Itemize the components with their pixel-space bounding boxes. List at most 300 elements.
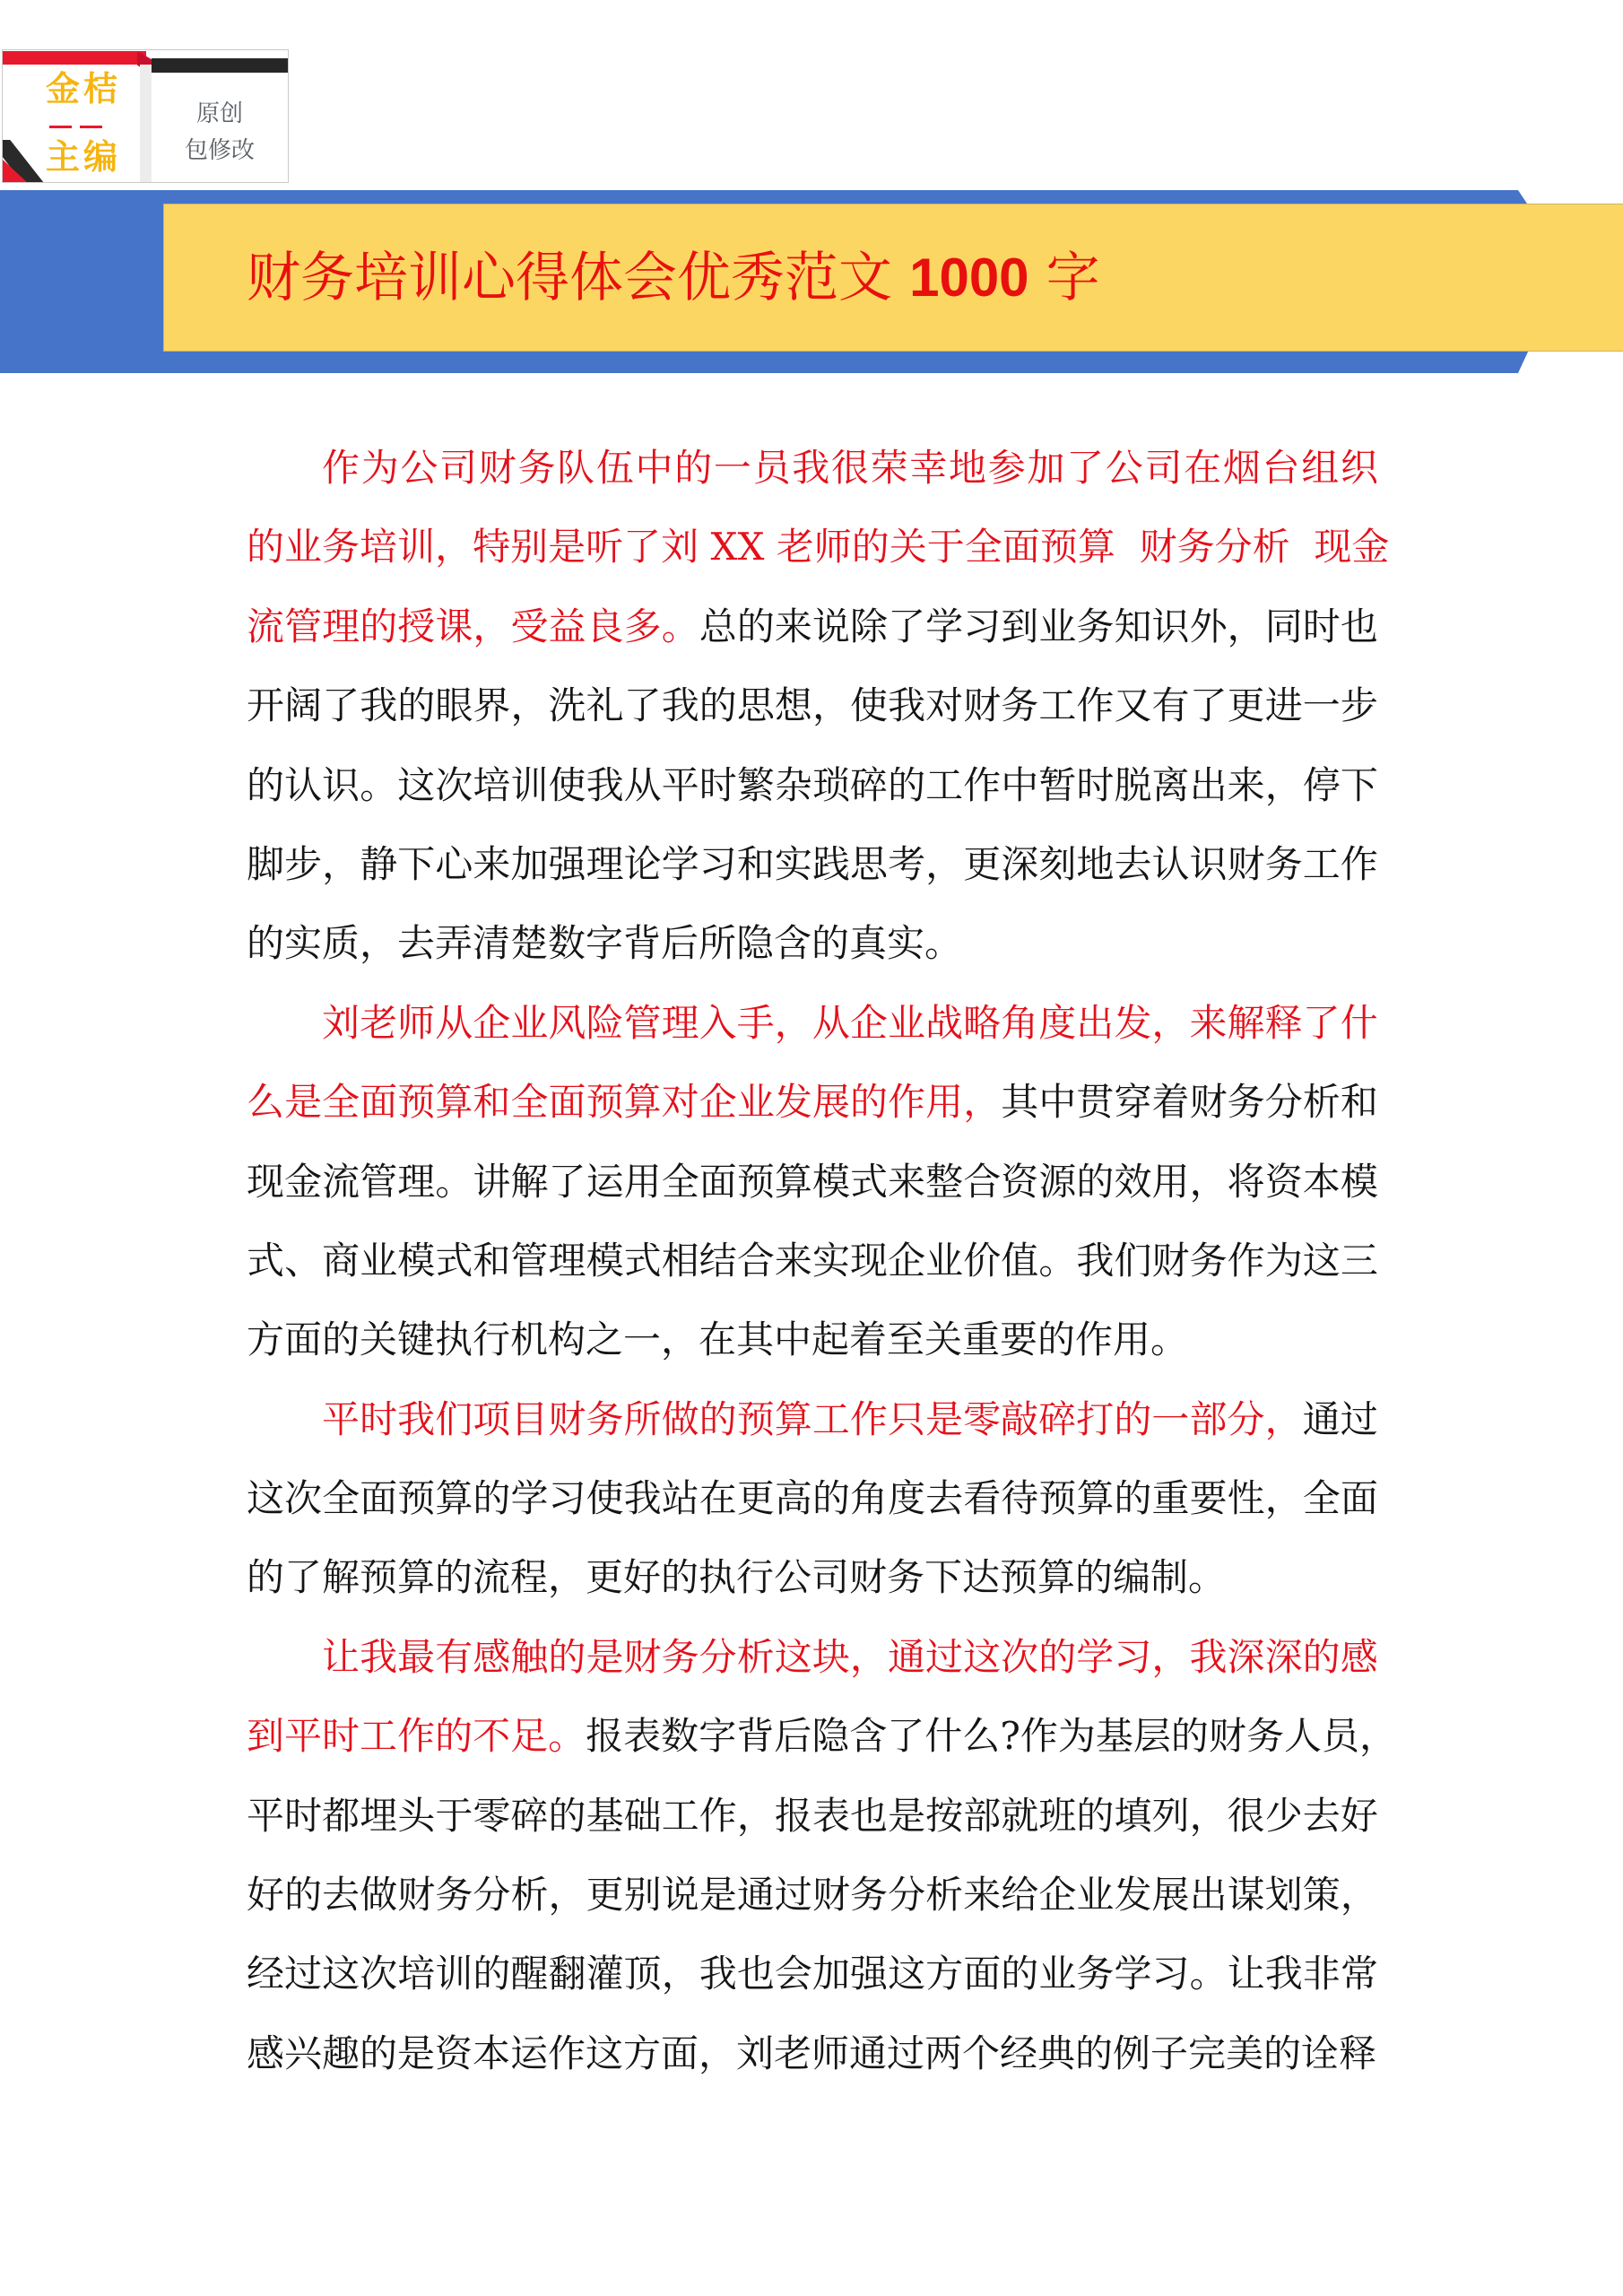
body-glyph: ，	[548, 1873, 586, 1918]
highlighted-glyph: 全	[510, 1080, 549, 1125]
body-glyph: 的	[247, 762, 285, 807]
body-glyph: 面	[699, 1159, 737, 1204]
body-glyph: 中	[1038, 1080, 1077, 1125]
highlighted-glyph: 我	[1189, 1634, 1228, 1679]
highlighted-glyph: 作	[849, 1396, 888, 1441]
highlighted-glyph: 在	[1184, 446, 1222, 490]
body-glyph: 的	[1076, 1159, 1115, 1204]
highlighted-glyph: 的	[360, 604, 398, 648]
highlighted-glyph: 解	[1227, 1000, 1265, 1045]
highlighted-glyph: 时	[360, 1396, 398, 1441]
body-glyph: 灌	[586, 1952, 624, 1996]
body-glyph: 同	[1264, 604, 1303, 648]
highlighted-glyph: 理	[322, 604, 360, 648]
highlighted-glyph	[1302, 524, 1314, 603]
highlighted-glyph: 流	[247, 604, 285, 648]
body-glyph: 模	[812, 1159, 850, 1204]
highlighted-glyph: 现	[1314, 525, 1352, 570]
highlighted-glyph: 业	[887, 1000, 925, 1045]
body-glyph: 按	[925, 1793, 964, 1838]
highlighted-glyph: 了	[1066, 446, 1105, 490]
body-glyph: 我	[623, 1476, 662, 1521]
highlighted-glyph: 司	[439, 446, 478, 490]
body-glyph: 埋	[360, 1793, 398, 1838]
body-glyph: 模	[397, 1238, 436, 1283]
body-glyph: 对	[925, 683, 964, 728]
highlighted-glyph: 算	[435, 1080, 473, 1125]
body-glyph: 么	[962, 1714, 1001, 1759]
highlighted-glyph: 目	[510, 1396, 549, 1441]
body-glyph: 深	[1001, 841, 1039, 886]
body-glyph: 又	[1114, 683, 1152, 728]
text-line	[247, 604, 1378, 683]
body-glyph: 会	[774, 1952, 812, 1996]
body-glyph: 识	[1151, 604, 1190, 648]
body-glyph: 总	[699, 604, 737, 648]
body-glyph: 去	[1114, 841, 1152, 886]
body-glyph: 我	[699, 1952, 737, 1996]
highlighted-glyph: 角	[1001, 1000, 1039, 1045]
body-glyph: 训	[510, 762, 549, 807]
body-glyph: 发	[1114, 1873, 1152, 1918]
body-glyph: 的	[473, 1952, 511, 1996]
body-glyph: 了	[887, 1714, 925, 1759]
body-glyph: 出	[1189, 762, 1228, 807]
body-glyph: 分	[1264, 1080, 1303, 1125]
body-glyph: ，	[812, 683, 850, 728]
body-glyph: 做	[360, 1873, 398, 1918]
body-glyph: 认	[1151, 841, 1190, 886]
highlighted-glyph: 的	[247, 525, 285, 570]
body-glyph: 出	[1189, 1873, 1228, 1918]
body-glyph: 这	[1302, 1238, 1341, 1283]
body-glyph: 算	[435, 1476, 473, 1521]
body-glyph: 从	[623, 762, 662, 807]
highlighted-glyph: 出	[1076, 1000, 1115, 1045]
body-glyph: 资	[1264, 1159, 1303, 1204]
highlighted-glyph: 我	[792, 446, 830, 490]
body-glyph: 基	[1095, 1714, 1133, 1759]
body-glyph: 管	[510, 1238, 549, 1283]
body-glyph: 来	[473, 841, 511, 886]
body-glyph: 看	[963, 1476, 1002, 1521]
highlighted-glyph: 分	[1214, 525, 1253, 570]
body-glyph: 表	[812, 1793, 850, 1838]
body-glyph: ，	[1189, 1793, 1228, 1838]
paragraph	[247, 1634, 1397, 2109]
body-glyph: 步	[284, 841, 323, 886]
text-line	[247, 1951, 1378, 2030]
body-glyph: ，	[1340, 1873, 1378, 1918]
body-glyph: 展	[1151, 1873, 1190, 1918]
body-glyph: 的	[1170, 1714, 1209, 1759]
body-glyph: 我	[888, 683, 926, 728]
body-glyph: 开	[247, 683, 285, 728]
body-glyph: 合	[963, 1159, 1002, 1204]
body-glyph: ，	[925, 841, 964, 886]
body-glyph: ，	[1264, 762, 1303, 807]
body-glyph: 全	[661, 1159, 699, 1204]
highlighted-glyph: 业	[284, 525, 323, 570]
highlighted-glyph: 师	[813, 525, 852, 570]
body-glyph: 的	[1001, 1952, 1039, 1996]
body-glyph: 式	[247, 1238, 285, 1283]
body-glyph: 是	[888, 1793, 926, 1838]
body-glyph: 财	[963, 683, 1002, 728]
highlighted-glyph: 公	[400, 446, 438, 490]
highlighted-glyph: 财	[623, 1634, 662, 1679]
body-glyph: 我	[360, 683, 398, 728]
highlighted-glyph: 从	[812, 1000, 850, 1045]
highlighted-glyph: 台	[1262, 446, 1300, 490]
logo-dash-right	[80, 126, 102, 128]
body-glyph: 划	[1264, 1873, 1303, 1918]
body-glyph: 谋	[1227, 1873, 1265, 1918]
body-glyph: 使	[850, 683, 889, 728]
highlighted-glyph: 加	[1027, 446, 1065, 490]
body-glyph: 作	[1227, 1238, 1265, 1283]
highlighted-glyph: 面	[360, 1080, 398, 1125]
highlighted-glyph: 预	[736, 1396, 775, 1441]
body-glyph: 为	[1264, 1238, 1303, 1283]
body-glyph: 了	[1189, 683, 1228, 728]
highlighted-glyph: 财	[1139, 525, 1177, 570]
body-glyph: 学	[1114, 1952, 1152, 1996]
body-glyph: 除	[850, 604, 889, 648]
body-glyph: 步	[1340, 683, 1378, 728]
highlighted-glyph: 是	[586, 1634, 624, 1679]
highlighted-glyph: 于	[926, 525, 965, 570]
body-glyph: 进	[1264, 683, 1303, 728]
highlighted-glyph: 析	[736, 1634, 775, 1679]
body-glyph: 去	[925, 1476, 964, 1521]
highlighted-glyph: 项	[473, 1396, 511, 1441]
body-glyph: 员	[1321, 1714, 1359, 1759]
body-glyph: 来	[1227, 762, 1265, 807]
highlighted-glyph: 企	[849, 1000, 888, 1045]
body-glyph: 理	[548, 1238, 586, 1283]
body-glyph: 学	[661, 841, 699, 886]
highlighted-glyph: 从	[435, 1000, 473, 1045]
body-glyph: 的	[1076, 1793, 1115, 1838]
body-glyph: 作	[699, 1793, 737, 1838]
body-glyph: 更	[586, 1873, 624, 1918]
highlighted-glyph: 财	[548, 1396, 586, 1441]
body-glyph: 通	[1302, 1396, 1341, 1441]
highlighted-glyph: 不	[473, 1714, 511, 1759]
highlighted-glyph: 部	[1189, 1396, 1228, 1441]
body-glyph: 这	[888, 1952, 926, 1996]
text-line	[247, 1317, 1378, 1396]
highlighted-glyph: 算	[1077, 525, 1115, 570]
title-text: 财务培训心得体会优秀范文	[247, 247, 892, 309]
body-glyph: 阔	[284, 683, 323, 728]
body-glyph: 通	[736, 1873, 775, 1918]
body-glyph: 过	[1340, 1396, 1378, 1441]
highlighted-glyph: 培	[360, 525, 398, 570]
highlighted-glyph: 良	[586, 604, 624, 648]
highlighted-glyph: 理	[661, 1000, 699, 1045]
highlighted-glyph: 学	[1076, 1634, 1115, 1679]
body-glyph: 业	[1038, 1952, 1077, 1996]
highlighted-glyph: 块	[812, 1634, 850, 1679]
text-line	[247, 1634, 1378, 1713]
highlighted-glyph: 。	[548, 1714, 586, 1759]
highlighted-glyph: 发	[1114, 1000, 1152, 1045]
body-glyph: 模	[586, 1238, 624, 1283]
logo-divider-strip	[140, 65, 152, 183]
body-glyph: 好	[247, 1873, 285, 1918]
body-glyph: 想	[774, 683, 812, 728]
body-glyph: 别	[623, 1873, 662, 1918]
body-glyph: 数	[661, 1714, 699, 1759]
body-glyph: 脚	[247, 841, 285, 886]
highlighted-glyph: 的	[1114, 1396, 1152, 1441]
highlighted-glyph: 所	[623, 1396, 662, 1441]
highlighted-glyph: 这	[963, 1634, 1002, 1679]
highlighted-glyph: 么	[247, 1080, 285, 1125]
body-glyph: 学	[510, 1476, 549, 1521]
body-glyph: 字	[699, 1714, 737, 1759]
body-glyph: 识	[322, 762, 360, 807]
body-glyph: 。	[360, 762, 398, 807]
text-line	[247, 762, 1378, 841]
body-glyph: 价	[963, 1238, 1002, 1283]
body-glyph: 也	[736, 1952, 775, 1996]
body-glyph: 式	[435, 1238, 473, 1283]
body-glyph: ，	[1227, 604, 1265, 648]
body-glyph: 源	[1038, 1159, 1077, 1204]
body-glyph: 这	[322, 1952, 360, 1996]
highlighted-glyph: 面	[1002, 525, 1040, 570]
text-line	[247, 1872, 1378, 1951]
body-glyph: 这	[247, 1476, 285, 1521]
highlighted-glyph: 业	[736, 1080, 775, 1125]
logo-red-stripe	[3, 51, 146, 65]
body-glyph: 培	[473, 762, 511, 807]
highlighted-glyph: 很	[830, 446, 869, 490]
highlighted-glyph: 时	[322, 1714, 360, 1759]
body-glyph: 结	[699, 1238, 737, 1283]
body-glyph: 务	[435, 1873, 473, 1918]
highlighted-glyph: 和	[473, 1080, 511, 1125]
highlighted-glyph: 习	[1114, 1634, 1152, 1679]
text-line	[247, 1000, 1378, 1079]
body-glyph: 作	[963, 762, 1002, 807]
paragraph	[247, 445, 1390, 1000]
body-glyph: 预	[1038, 1476, 1077, 1521]
body-glyph: 务	[1245, 1714, 1284, 1759]
highlighted-glyph: 为	[360, 446, 399, 490]
highlighted-glyph: 授	[397, 604, 436, 648]
body-glyph: 时	[284, 1793, 323, 1838]
body-glyph: 使	[548, 762, 586, 807]
body-glyph: 财	[1189, 1080, 1228, 1125]
highlighted-glyph: 老	[776, 525, 814, 570]
body-glyph: 业	[1076, 1873, 1115, 1918]
body-glyph: 平	[247, 1793, 285, 1838]
highlighted-glyph: 触	[510, 1634, 549, 1679]
logo-black-stripe	[152, 58, 288, 73]
highlighted-glyph: ，	[1151, 1634, 1190, 1679]
highlighted-glyph: 感	[1340, 1634, 1378, 1679]
highlighted-glyph: 做	[661, 1396, 699, 1441]
highlighted-glyph: 析	[1252, 525, 1290, 570]
highlighted-glyph: 的	[548, 1634, 586, 1679]
body-glyph: 中	[1001, 762, 1039, 807]
highlighted-glyph: 的	[699, 1396, 737, 1441]
body-glyph: 。	[1189, 1952, 1228, 1996]
highlighted-glyph: 有	[435, 1634, 473, 1679]
body-glyph: 使	[586, 1476, 624, 1521]
body-glyph: 工	[925, 762, 964, 807]
body-glyph: 列	[1151, 1793, 1190, 1838]
body-glyph: 析	[1302, 1080, 1341, 1125]
highlighted-glyph: 司	[1144, 446, 1183, 490]
body-text: 感兴趣的是资本运作这方面，刘老师通过两个经典的例子完美的诠释	[247, 2031, 1377, 2075]
title-suffix: 字	[1046, 247, 1100, 309]
body-glyph: 全	[322, 1476, 360, 1521]
body-glyph: 次	[435, 762, 473, 807]
highlighted-glyph: 队	[557, 446, 595, 490]
highlighted-glyph: 课	[435, 604, 473, 648]
body-glyph: 策	[1302, 1873, 1341, 1918]
body-glyph: 财	[1151, 1238, 1190, 1283]
body-glyph: 商	[322, 1238, 360, 1283]
highlighted-glyph: 预	[1039, 525, 1078, 570]
body-glyph: 的	[699, 683, 737, 728]
body-glyph: 习	[963, 604, 1002, 648]
body-glyph: 说	[812, 604, 850, 648]
body-glyph: 也	[1340, 604, 1378, 648]
body-glyph: 也	[850, 1793, 889, 1838]
highlighted-glyph	[1127, 524, 1139, 603]
body-glyph: 更	[1227, 683, 1265, 728]
body-glyph: 算	[1076, 1476, 1115, 1521]
body-glyph: 停	[1302, 762, 1341, 807]
body-glyph: 式	[623, 1238, 662, 1283]
body-glyph: 碎	[510, 1793, 549, 1838]
highlighted-glyph: 刘	[661, 525, 699, 570]
body-glyph: 实	[774, 841, 812, 886]
body-glyph: 碎	[850, 762, 889, 807]
body-glyph: 理	[397, 1159, 436, 1204]
body-glyph: 穿	[1114, 1080, 1152, 1125]
body-glyph: 学	[925, 604, 964, 648]
body-glyph: 高	[774, 1476, 812, 1521]
highlighted-glyph: 企	[473, 1000, 511, 1045]
body-glyph: 业	[925, 1238, 964, 1283]
body-glyph: 班	[1038, 1793, 1077, 1838]
body-glyph: ，	[736, 1793, 775, 1838]
text-line	[247, 1159, 1378, 1238]
body-glyph: 现	[850, 1238, 889, 1283]
highlighted-glyph: X	[737, 525, 765, 570]
body-glyph: 填	[1114, 1793, 1152, 1838]
body-glyph: 。	[1038, 1238, 1077, 1283]
body-glyph: 离	[1151, 762, 1190, 807]
highlighted-glyph: 过	[925, 1634, 964, 1679]
body-glyph: 琐	[812, 762, 850, 807]
body-glyph: 的	[812, 1476, 850, 1521]
highlighted-glyph: 工	[812, 1396, 850, 1441]
body-glyph: 财	[1227, 841, 1265, 886]
body-glyph: 们	[1114, 1238, 1152, 1283]
body-glyph: 流	[322, 1159, 360, 1204]
body-glyph: 效	[1114, 1159, 1152, 1204]
body-glyph: 的	[473, 1476, 511, 1521]
highlighted-glyph: ，	[849, 1634, 888, 1679]
body-glyph: 全	[1302, 1476, 1341, 1521]
highlighted-glyph: 管	[623, 1000, 662, 1045]
highlighted-glyph	[1290, 524, 1302, 603]
body-text: 的了解预算的流程，更好的执行公司财务下达预算的编制。	[247, 1555, 1227, 1600]
text-line	[247, 1713, 1397, 1792]
title-number: 1000	[909, 248, 1029, 308]
body-glyph: 部	[963, 1793, 1002, 1838]
highlighted-glyph: 度	[1038, 1000, 1077, 1045]
body-glyph: 三	[1340, 1238, 1378, 1283]
body-glyph: 去	[1302, 1793, 1341, 1838]
highlighted-glyph: 让	[322, 1634, 360, 1679]
body-glyph: 合	[736, 1238, 775, 1283]
body-glyph: 来	[963, 1873, 1002, 1918]
highlighted-glyph: 次	[1001, 1634, 1039, 1679]
logo-tagline-original: 原创	[195, 100, 243, 127]
logo-tagline-revision: 包修改	[184, 137, 255, 164]
body-glyph: 我	[586, 762, 624, 807]
highlighted-glyph: 作	[397, 1714, 436, 1759]
body-glyph: 含	[849, 1714, 888, 1759]
highlighted-glyph: 算	[774, 1396, 812, 1441]
body-glyph: 践	[812, 841, 850, 886]
body-glyph: 务	[1076, 604, 1115, 648]
highlighted-glyph: 作	[888, 1080, 926, 1125]
body-glyph: 下	[1340, 762, 1378, 807]
body-glyph: 训	[435, 1952, 473, 1996]
body-glyph: 层	[1133, 1714, 1171, 1759]
logo-right-panel	[152, 50, 288, 182]
text-line	[247, 1475, 1378, 1554]
body-glyph: 外	[1189, 604, 1228, 648]
paragraph	[247, 1396, 1378, 1634]
body-glyph: 习	[699, 841, 737, 886]
highlighted-glyph: ，	[473, 604, 511, 648]
logo-dash-left	[49, 126, 72, 128]
highlighted-glyph: 公	[1105, 446, 1143, 490]
highlighted-glyph: 务	[322, 525, 360, 570]
body-glyph: 来	[774, 604, 812, 648]
body-glyph: 的	[888, 762, 926, 807]
logo-brand-top: 金桔	[45, 69, 121, 109]
body-glyph: 和	[473, 1238, 511, 1283]
body-glyph: ，	[1189, 1159, 1228, 1204]
highlighted-glyph: 金	[1351, 525, 1390, 570]
body-glyph: 本	[1302, 1159, 1341, 1204]
body-glyph: 一	[1302, 683, 1341, 728]
text-line	[247, 445, 1378, 524]
body-glyph: 着	[1151, 1080, 1190, 1125]
highlighted-glyph: 烟	[1222, 446, 1261, 490]
body-glyph: ，	[1358, 1714, 1397, 1759]
body-glyph: 我	[1076, 1238, 1115, 1283]
highlighted-glyph: 受	[510, 604, 549, 648]
highlighted-glyph: 了	[623, 525, 662, 570]
body-glyph: 方	[925, 1952, 964, 1996]
body-glyph: 有	[1151, 683, 1190, 728]
body-glyph: 醒	[510, 1952, 549, 1996]
highlighted-glyph: 一	[1151, 1396, 1190, 1441]
